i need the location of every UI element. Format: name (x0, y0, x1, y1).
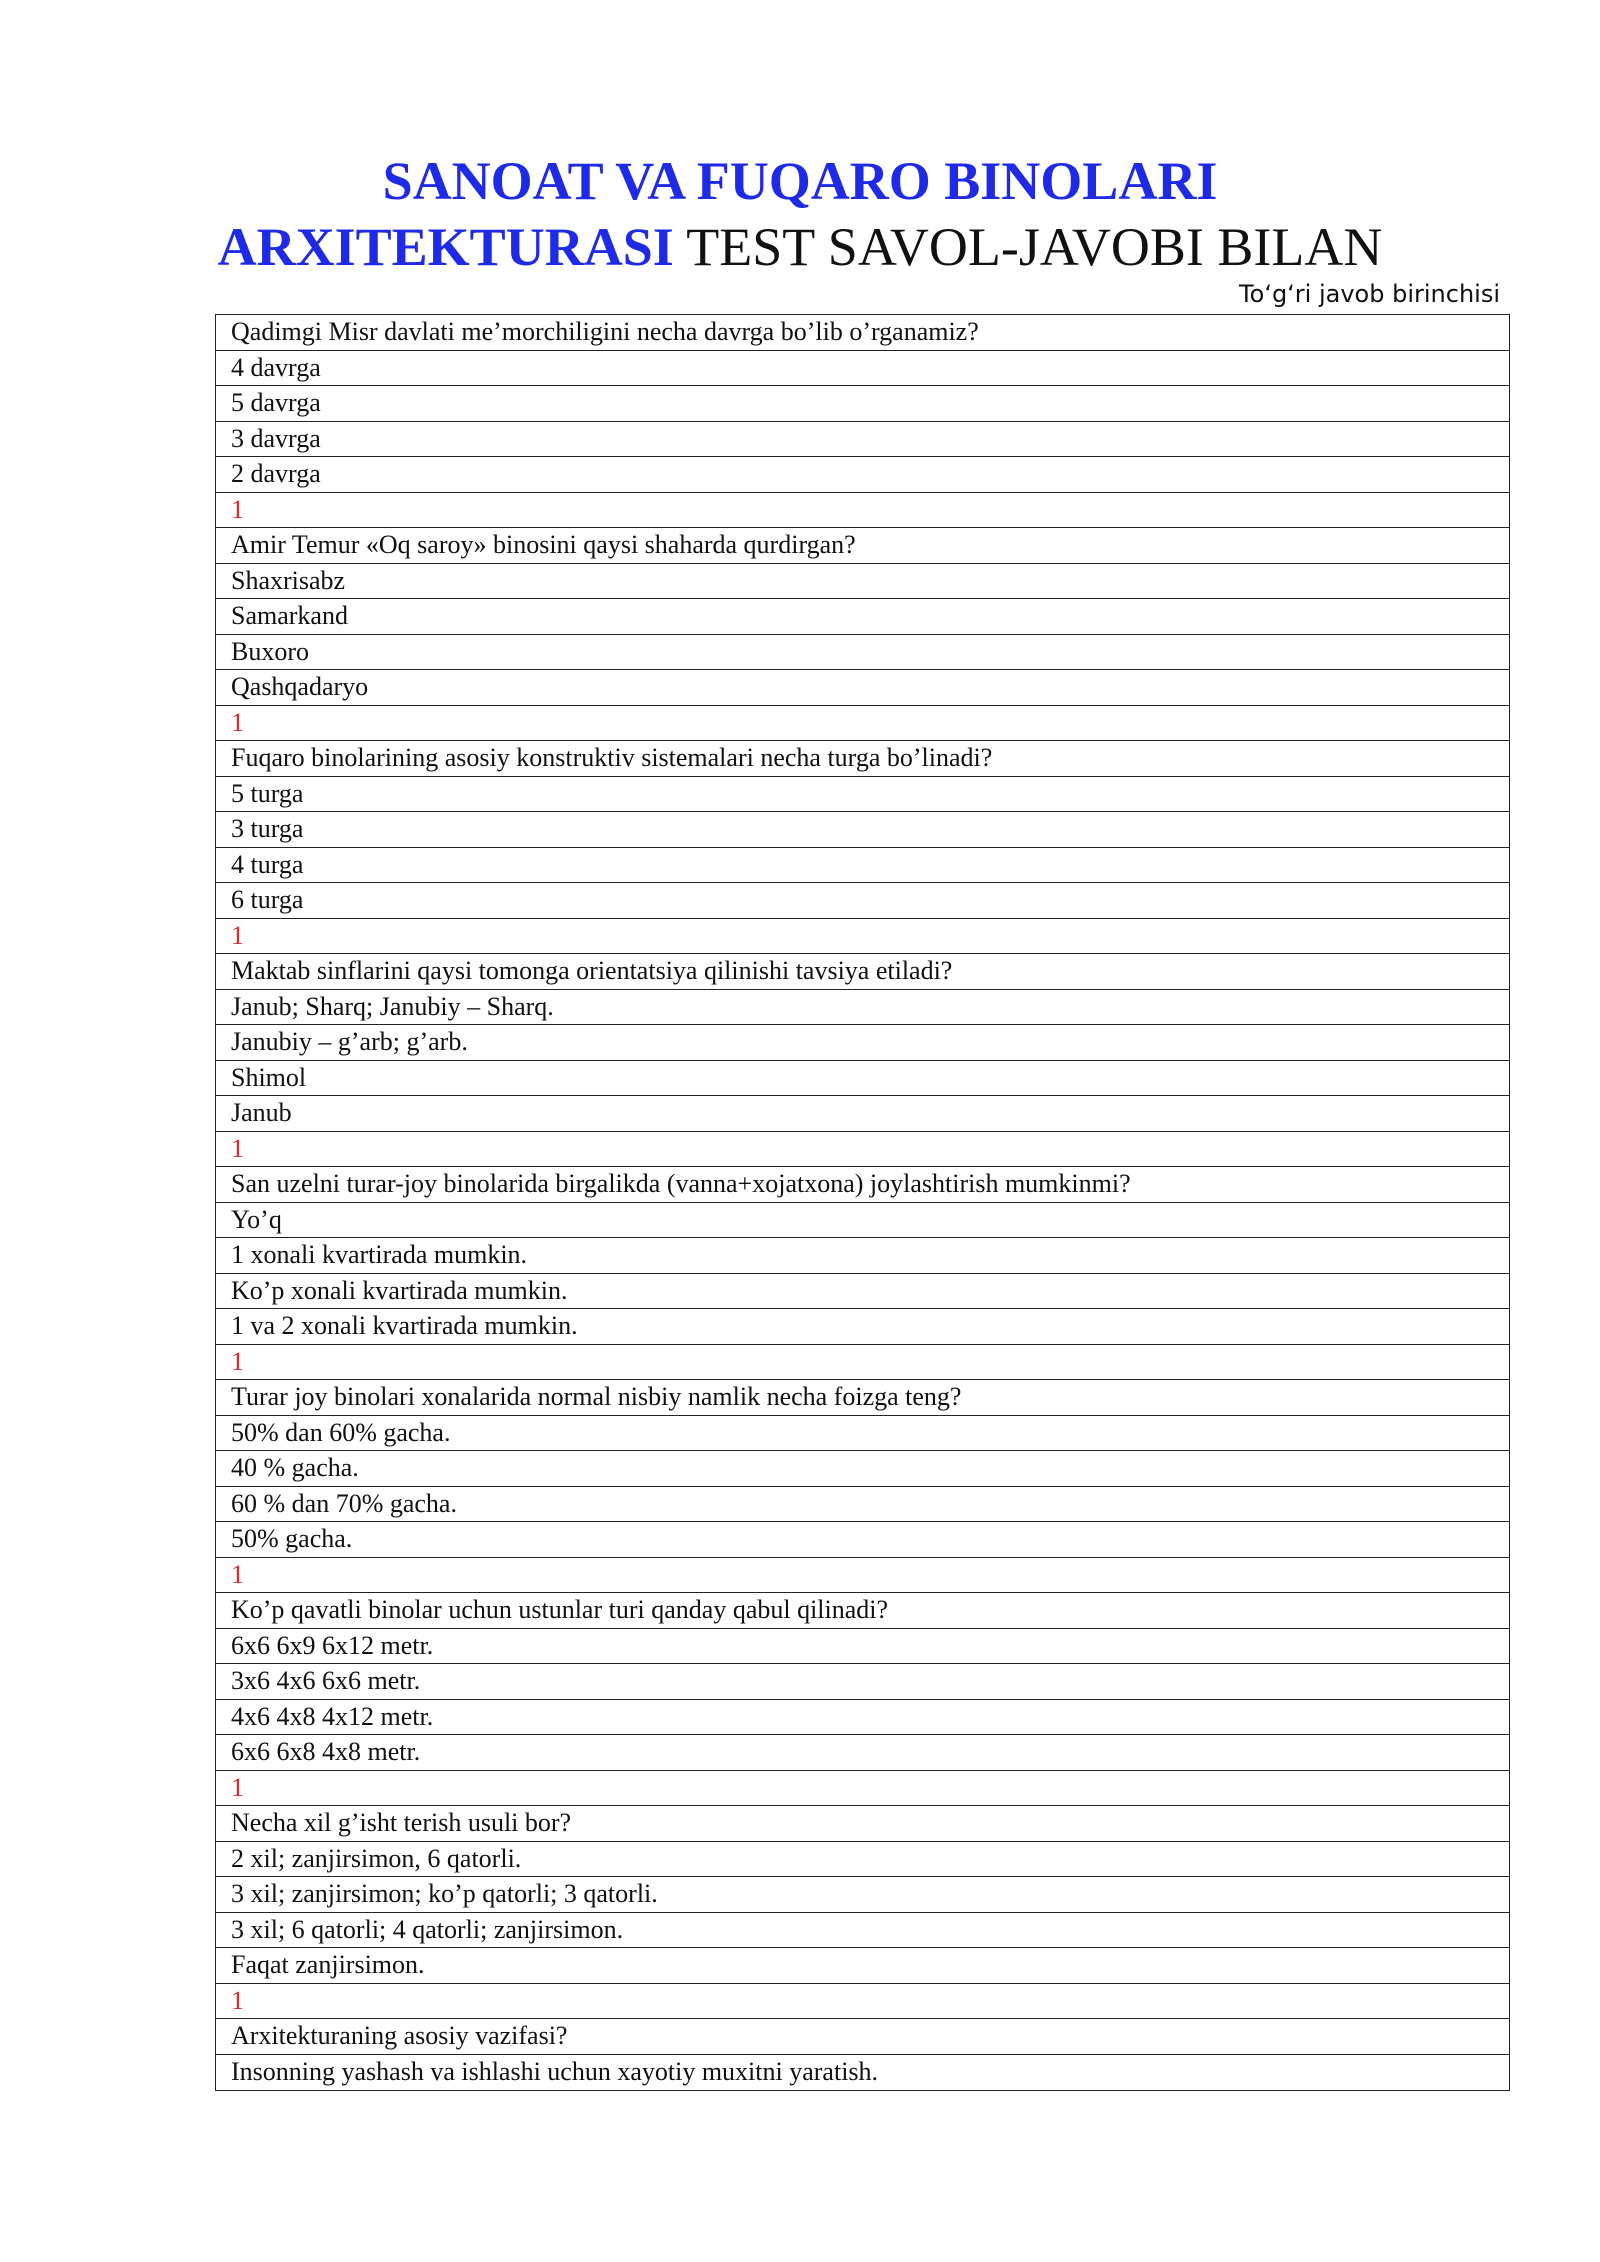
question-row: Ko’p qavatli binolar uchun ustunlar turi qanday qabul qilinadi? (216, 1593, 1509, 1629)
document-title-highlight: ARXITEKTURASI (217, 217, 674, 277)
answer-number-row: 1 (216, 1984, 1509, 2020)
option-row: 1 xonali kvartirada mumkin. (216, 1238, 1509, 1274)
correct-answer-note: To‘g‘ri javob birinchisi (1239, 280, 1500, 308)
option-row: 1 va 2 xonali kvartirada mumkin. (216, 1309, 1509, 1345)
option-row: 2 davrga (216, 457, 1509, 493)
option-row: 3 turga (216, 812, 1509, 848)
option-row: Insonning yashash va ishlashi uchun xayotiy muxitni yaratish. (231, 2056, 879, 2086)
question-row: Maktab sinflarini qaysi tomonga orientatsiya qilinishi tavsiya etiladi? (216, 954, 1509, 990)
option-row: 4 turga (216, 848, 1509, 884)
question-row: Necha xil g’isht terish usuli bor? (216, 1806, 1509, 1842)
option-row: 4x6 4x8 4x12 metr. (216, 1700, 1509, 1736)
option-row: Qashqadaryo (216, 670, 1509, 706)
option-row: Shaxrisabz (216, 564, 1509, 600)
question-row: Turar joy binolari xonalarida normal nisbiy namlik necha foizga teng? (216, 1380, 1509, 1416)
answer-number-row: 1 (216, 1771, 1509, 1807)
option-row: 50% dan 60% gacha. (216, 1416, 1509, 1452)
option-row: 6 turga (216, 883, 1509, 919)
document-title-rest: TEST SAVOL-JAVOBI BILAN (673, 217, 1383, 277)
answer-number-row: 1 (216, 706, 1509, 742)
option-row: 6x6 6x8 4x8 metr. (216, 1735, 1509, 1771)
answer-number-row: 1 (216, 1132, 1509, 1168)
answer-number-row: 1 (216, 1558, 1509, 1594)
option-row: Buxoro (216, 635, 1509, 671)
question-row: Fuqaro binolarining asosiy konstruktiv sistemalari necha turga bo’linadi? (216, 741, 1509, 777)
question-answer-table (215, 314, 1510, 2091)
option-row: Samarkand (216, 599, 1509, 635)
option-row: Janub; Sharq; Janubiy – Sharq. (216, 990, 1509, 1026)
option-row: Janubiy – g’arb; g’arb. (216, 1025, 1509, 1061)
question-row: San uzelni turar-joy binolarida birgalikda (vanna+xojatxona) joylashtirish mumkinmi? (216, 1167, 1509, 1203)
option-row: 40 % gacha. (216, 1451, 1509, 1487)
option-row: 50% gacha. (216, 1522, 1509, 1558)
option-row: 5 turga (216, 777, 1509, 813)
option-row: 5 davrga (216, 386, 1509, 422)
option-row: 3 davrga (216, 422, 1509, 458)
option-row: 60 % dan 70% gacha. (216, 1487, 1509, 1523)
option-row: 3x6 4x6 6x6 metr. (216, 1664, 1509, 1700)
option-row: Yo’q (216, 1203, 1509, 1239)
document-title-line-1: SANOAT VA FUQARO BINOLARI (382, 151, 1218, 211)
option-row: Ko’p xonali kvartirada mumkin. (216, 1274, 1509, 1310)
option-row: 6x6 6x9 6x12 metr. (216, 1629, 1509, 1665)
option-row: 3 xil; 6 qatorli; 4 qatorli; zanjirsimon. (216, 1913, 1509, 1949)
document-title-line-2 (0, 216, 1600, 278)
question-row: Amir Temur «Oq saroy» binosini qaysi shaharda qurdirgan? (216, 528, 1509, 564)
option-row: Shimol (216, 1061, 1509, 1097)
question-row: Arxitekturaning asosiy vazifasi? (216, 2019, 1509, 2055)
option-row: Faqat zanjirsimon. (216, 1948, 1509, 1984)
option-row: 4 davrga (216, 351, 1509, 387)
answer-number-row: 1 (216, 493, 1509, 529)
option-row: 2 xil; zanjirsimon, 6 qatorli. (216, 1842, 1509, 1878)
option-row: Janub (216, 1096, 1509, 1132)
option-row: 3 xil; zanjirsimon; ko’p qatorli; 3 qatorli. (216, 1877, 1509, 1913)
answer-number-row: 1 (216, 1345, 1509, 1381)
question-row: Qadimgi Misr davlati me’morchiligini necha davrga bo’lib o’rganamiz? (216, 315, 1509, 351)
answer-number-row: 1 (216, 919, 1509, 955)
